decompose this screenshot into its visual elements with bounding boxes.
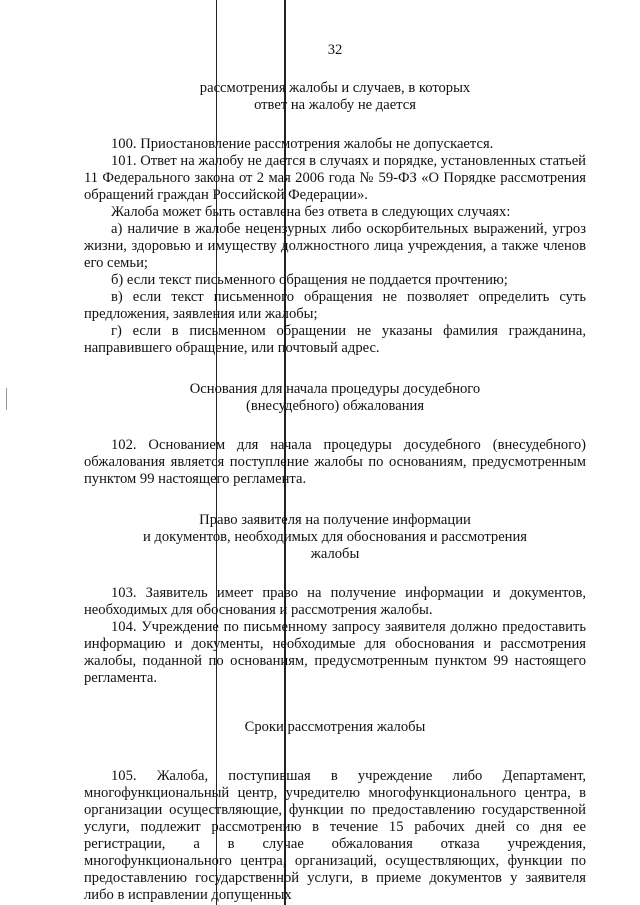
paragraph-102: 102. Основанием для начала процедуры досудебного (внесудебного) обжалования является поступление жалобы по основаниям, предусмотренным пунктом 99 настоящего регламента. [84, 437, 586, 487]
list-item-g: г) если в письменном обращении не указаны фамилия гражданина, направившего обращение, или почтовый адрес. [84, 323, 586, 356]
section-heading: Сроки рассмотрения жалобы [244, 719, 426, 735]
list-item-a: а) наличие в жалобе нецензурных либо оскорбительных выражений, угроз жизни, здоровью и имуществу должностного лица учреждения, а также членов его семьи; [84, 221, 586, 271]
scan-edge-mark [6, 388, 7, 410]
section-heading: и документов, необходимых для обоснования и рассмотрения [142, 529, 528, 545]
paragraph-100: 100. Приостановление рассмотрения жалобы не допускается. [111, 136, 494, 152]
section-heading: ответ на жалобу не дается [254, 97, 416, 113]
section-heading: жалобы [310, 546, 360, 562]
list-item-v: в) если текст письменного обращения не позволяет определить суть предложения, заявления или жалобы; [84, 289, 586, 322]
paragraph-104: 104. Учреждение по письменному запросу заявителя должно предоставить информацию и документы, необходимые для обоснования и рассмотрения жалобы, поданной по основаниям, предусмотренным пунктом 99 настоящего регламента. [84, 619, 586, 686]
section-heading: (внесудебного) обжалования [245, 398, 425, 414]
paragraph-101: 101. Ответ на жалобу не дается в случаях и порядке, установленных статьей 11 Федерального закона от 2 мая 2006 года № 59-ФЗ «О Порядке рассмотрения обращений граждан Российской Федерации». [84, 153, 586, 203]
paragraph-103: 103. Заявитель имеет право на получение информации и документов, необходимых для обоснования и рассмотрения жалобы. [84, 585, 586, 618]
section-heading: Право заявителя на получение информации [199, 512, 471, 528]
section-heading: рассмотрения жалобы и случаев, в которых [199, 80, 471, 96]
document-page [84, 42, 586, 904]
paragraph-105: 105. Жалоба, поступившая в учреждение либо Департамент, многофункциональный центр, учредителю многофункционального центра, в организации осуществляющие, функции по предоставлению государственной услуги, подлежит рассмотрению в течение 15 рабочих дней со дня ее регистрации, а в случае обжалования отказа учреждения, многофункционального центра, организаций, осуществляющих, функции по предоставлению государственной услуги, в приеме документов у заявителя либо в исправлении допущенных [84, 768, 586, 903]
page-number: 32 [327, 42, 343, 58]
section-heading: Основания для начала процедуры досудебного [189, 381, 481, 397]
paragraph-101-intro: Жалоба может быть оставлена без ответа в следующих случаях: [111, 204, 511, 220]
list-item-b: б) если текст письменного обращения не поддается прочтению; [111, 272, 508, 288]
